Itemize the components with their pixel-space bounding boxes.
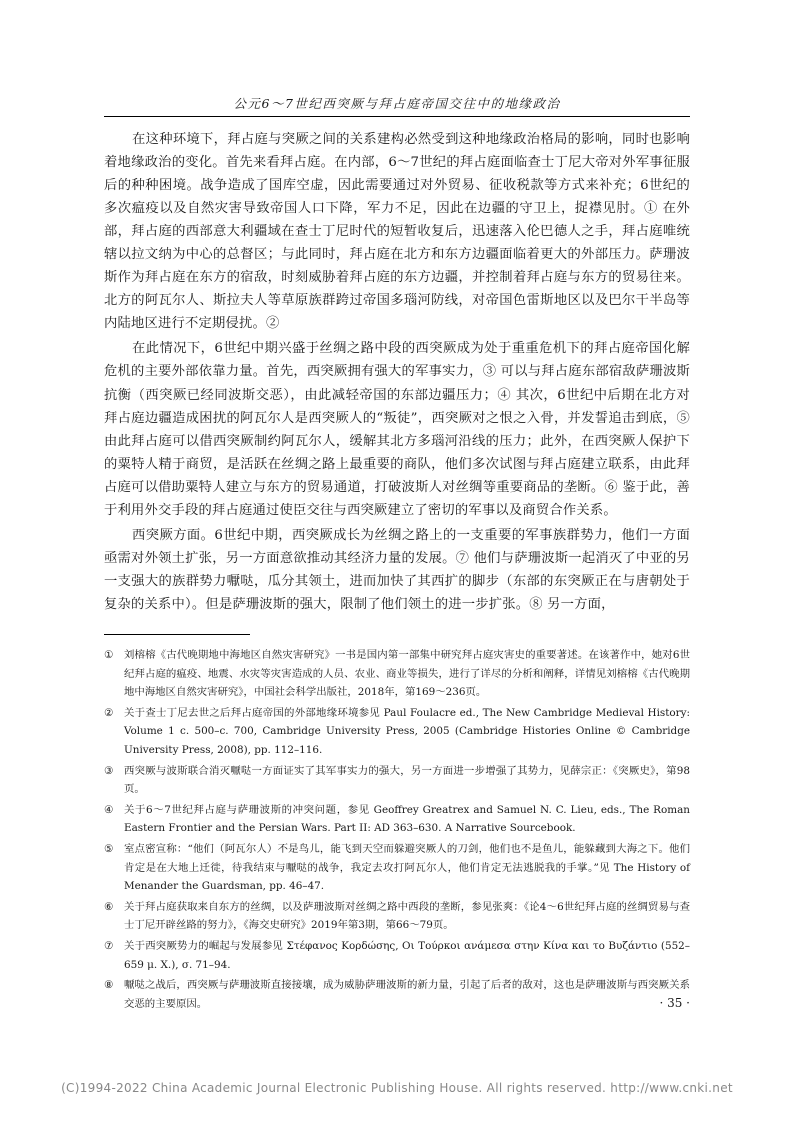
footnote-text: 室点密宣称：“他们（阿瓦尔人）不是鸟儿，能飞到天空而躲避突厥人的刀剑，他们也不是鱼儿，能躲藏到大海之下。他们肯定是在大地上迁徙，待我结束与嚈哒的战争，我定去攻打阿瓦尔人，他们肯定无法逃脱我的手掌。”见 The History of Menander the Guardsman, pp. 46–47. (124, 842, 690, 893)
footnote-text: 西突厥与波斯联合消灭嚈哒一方面证实了其军事实力的强大，另一方面进一步增强了其势力，见薛宗正：《突厥史》，第98页。 (124, 764, 690, 796)
footnote-mark: ④ (104, 803, 114, 816)
footnote-mark: ① (104, 649, 114, 661)
header-divider (104, 116, 690, 117)
running-header: 公元6～7世纪西突厥与拜占庭帝国交往中的地缘政治 (233, 96, 561, 111)
page-number: · 35 · (659, 996, 690, 1010)
footnote-mark: ⑧ (104, 979, 114, 992)
footnote-mark: ③ (104, 764, 114, 777)
paragraph: 西突厥方面。6世纪中期，西突厥成长为丝绸之路上的一支重要的军事族群势力，他们一方面亟需对外领土扩张，另一方面意欲推动其经济力量的发展。⑦ 他们与萨珊波斯一起消灭了中亚的另一支强大的族群势力嚈哒，瓜分其领土，进而加快了其西扩的脚步（东部的东突厥正在与唐朝处于复杂的关系中）。但是萨珊波斯的强大，限制了他们领土的进一步扩张。⑧ 另一方面， (104, 527, 690, 612)
footnote-mark: ⑤ (104, 842, 114, 855)
footnote-divider (104, 634, 250, 635)
footnote (104, 937, 690, 974)
footnote-text: 关于查士丁尼去世之后拜占庭帝国的外部地缘环境参见 Paul Foulacre ed., The New Cambridge Medieval History: Volume 1 c. 500–c. 700, Cambridge University Press, 2005 (Cambridge Histories Online © Cambridge University Press, 2008), pp. 112–116. (124, 706, 690, 756)
footnote-text: 关于西突厥势力的崛起与发展参见 Στέφανος Κορδώσης, Οι Τούρκοι ανάμεσα στην Κίνα και το Βυζάντιο (552–659 μ. Χ.), σ. 71–94. (124, 939, 690, 971)
footnote-mark: ② (104, 706, 114, 719)
footnote (104, 704, 690, 760)
footnote-text: 嚈哒之战后，西突厥与萨珊波斯直接接壤，成为威胁萨珊波斯的新力量，引起了后者的敌对，这也是萨珊波斯与西突厥关系交恶的主要原因。 (124, 979, 690, 1010)
footnote (104, 762, 690, 799)
footnote (104, 840, 690, 896)
footnote (104, 976, 690, 1013)
footnote (104, 801, 690, 838)
footnotes (104, 646, 690, 1015)
footnote-text: 关于6～7世纪拜占庭与萨珊波斯的冲突问题，参见 Geoffrey Greatrex and Samuel N. C. Lieu, eds., The Roman Eastern Frontier and the Persian Wars. Part II: AD 363–630. A Narrative Sourcebook. (124, 803, 690, 835)
footnote-text: 关于拜占庭获取来自东方的丝绸，以及萨珊波斯对丝绸之路中西段的垄断，参见张爽：《论4～6世纪拜占庭的丝绸贸易与查士丁尼开辟丝路的努力》，《海交史研究》2019年第3期，第66～79页。 (124, 900, 690, 932)
footnote-text: 刘榕榕《古代晚期地中海地区自然灾害研究》一书是国内第一部集中研究拜占庭灾害史的重要著述。在该著作中，她对6世纪拜占庭的瘟疫、地震、水灾等灾害造成的人员、农业、商业等损失，进行了详尽的分析和阐释，详情见刘榕榕《古代晚期地中海地区自然灾害研究》，中国社会科学出版社，2018年，第169～236页。 (124, 649, 690, 699)
main-text (104, 128, 690, 618)
copyright-notice: (C)1994-2022 China Academic Journal Electronic Publishing House. All rights reserved. http://www.cnki.net (61, 1081, 733, 1095)
footnote-mark: ⑦ (104, 939, 114, 952)
footnote (104, 898, 690, 935)
paragraph: 在此情况下，6世纪中期兴盛于丝绸之路中段的西突厥成为处于重重危机下的拜占庭帝国化解危机的主要外部依靠力量。首先，西突厥拥有强大的军事实力，③ 可以与拜占庭东部宿敌萨珊波斯抗衡（西突厥已经同波斯交恶），由此减轻帝国的东部边疆压力；④ 其次，6世纪中后期在北方对拜占庭边疆造成困扰的阿瓦尔人是西突厥人的“叛徒”，西突厥对之恨之入骨，并发誓追击到底，⑤ 由此拜占庭可以借西突厥制约阿瓦尔人，缓解其北方多瑙河沿线的压力；此外，在西突厥人保护下的粟特人精于商贸，是活跃在丝绸之路上最重要的商队，他们多次试图与拜占庭建立联系，由此拜占庭可以借助粟特人建立与东方的贸易通道，打破波斯人对丝绸等重要商品的垄断。⑥ 鉴于此，善于利用外交手段的拜占庭通过使臣交往与西突厥建立了密切的军事以及商贸合作关系。 (104, 341, 690, 518)
footnote (104, 646, 690, 702)
paragraph: 在这种环境下，拜占庭与突厥之间的关系建构必然受到这种地缘政治格局的影响，同时也影响着地缘政治的变化。首先来看拜占庭。在内部，6～7世纪的拜占庭面临查士丁尼大帝对外军事征服后的种种困境。战争造成了国库空虚，因此需要通过对外贸易、征收税款等方式来补充；6世纪的多次瘟疫以及自然灾害导致帝国人口下降，军力不足，因此在边疆的守卫上，捉襟见肘。① 在外部，拜占庭的西部意大利疆域在查士丁尼时代的短暂收复后，迅速落入伦巴德人之手，拜占庭唯统辖以拉文纳为中心的总督区；与此同时，拜占庭在北方和东方边疆面临着更大的外部压力。萨珊波斯作为拜占庭在东方的宿敌，时刻威胁着拜占庭的东方边疆，并控制着拜占庭与东方的贸易往来。北方的阿瓦尔人、斯拉夫人等草原族群跨过帝国多瑙河防线，对帝国色雷斯地区以及巴尔干半岛等内陆地区进行不定期侵扰。② (104, 132, 690, 332)
footnote-mark: ⑥ (104, 900, 114, 913)
